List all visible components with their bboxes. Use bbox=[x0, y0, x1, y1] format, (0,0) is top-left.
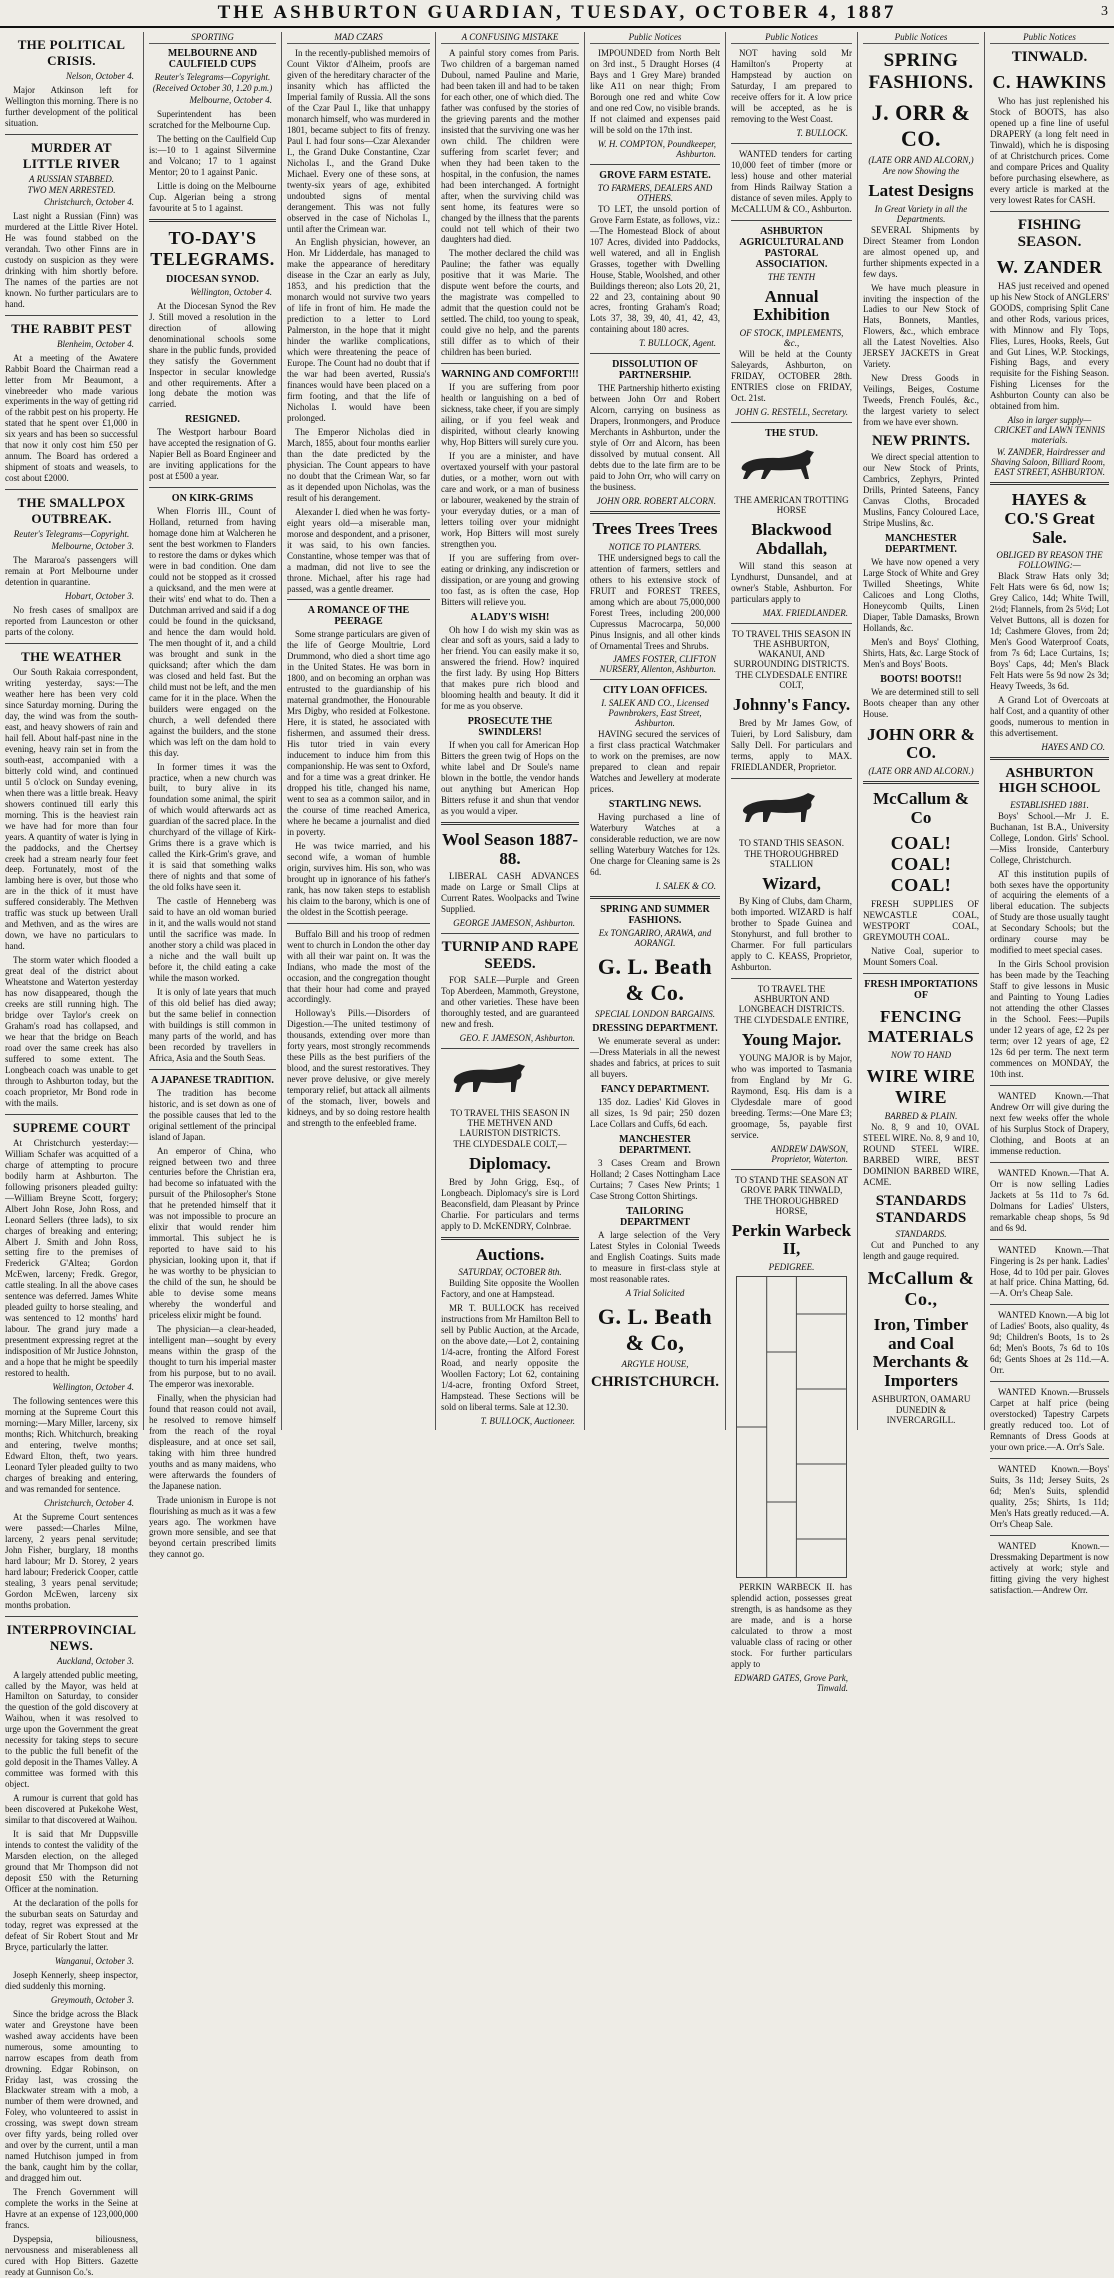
divider bbox=[590, 353, 720, 354]
headline-prosecute: PROSECUTE THE SWINDLERS! bbox=[467, 716, 553, 739]
ad-headline-diplomacy: Diplomacy. bbox=[469, 1154, 551, 1174]
column-3 bbox=[281, 32, 435, 1430]
article-text: Since the bridge across the Black water and Greystone have been washed away accidents have been numerous, some amounting to narrow escapes from death from drowning. Edgar Robinson, on Friday last, was crossing the Blackwater stream with a mob, a number of them were drowned, and Foley, who volunteered to assist in crossing, was swept down stream over fifty yards, being rolled over and over by the current, until a man named Hutchison jumped in from the bank, caught him by the collar, and dragged him out. bbox=[5, 2008, 138, 2184]
headline-todays-telegrams: TO-DAY'S TELEGRAMS. bbox=[150, 227, 275, 269]
headline-political-crisis: THE POLITICAL CRISIS. bbox=[17, 37, 126, 68]
article-text: Our South Rakaia correspondent, writing yesterday, says:—The weather here has been very cold since Saturday morning. During the day, the wind was from the south-east, and heavy showers of rain and hail fell. About half-past nine in the evening, heavy rain set in from the south-east, accompanied with a bitterly cold wind, and continued until 5 o'clock on Sunday evening, when there was a little break. Heavy showers continued till early this morning. This is the heaviest rain we have had for more than four years. A quantity of water is lying in the paddocks, and the Chertsey creek had a stream nearly four feet deep. Fortunately, most of the lambing here is over, but those who are in the thick of it must have suffered considerably. The Methven traffic was stuck up between Urall and Methven, and as the wires are down, we have no particulars to hand. bbox=[5, 667, 138, 952]
ad-text: HAVING secured the services of a first class practical Watchmaker to work on the premises, are now prepared to clean and repair Watches and Jewellery at moderate prices. bbox=[590, 729, 720, 795]
divider bbox=[287, 599, 430, 600]
dateline: Wellington, October 4. bbox=[52, 1382, 134, 1393]
headline-warning-comfort: WARNING AND COMFORT!!! bbox=[441, 369, 579, 381]
ad-section-manchester: MANCHESTER DEPARTMENT. bbox=[885, 532, 957, 555]
ad-text: WANTED Known.—Dressmaking Department is now actively at work; style and fitting giving the very highest satisfaction.—Andrew Orr. bbox=[990, 1540, 1109, 1595]
ad-text: Will be held at the County Saleyards, Ashburton, on FRIDAY, OCTOBER 28th. ENTRIES close on FRIDAY, Oct. 21st. bbox=[731, 348, 852, 403]
ad-subheadline: (LATE ORR AND ALCORN.) bbox=[868, 765, 974, 776]
divider bbox=[441, 933, 579, 934]
subheadline: Reuter's Telegrams—Copyright. bbox=[13, 529, 130, 540]
ad-headline-johnnys-fancy: Johnny's Fancy. bbox=[732, 695, 851, 715]
article-text: The Westport harbour Board have accepted the resignation of G. Napier Bell as Board Engineer and are inviting applications for the post at £500 a year. bbox=[149, 427, 276, 482]
article-text: In the recently-published memoirs of Count Viktor d'Alheim, proofs are given of the hereditary character of the insanity which has afflicted the Imperial family of Russia. All the sons of the Czar Paul I., like that unhappy monarch himself, who was murdered in 1801, became subject to fits of frenzy. Paul I. had four sons—Czar Alexander I., the Grand Duke Constantine, Czar Nicholas I., and the Grand Duke Michael. Every one of these sons, at twenty-six years of age, exhibited undoubted signs of mental derangement. This was not fully observed in the case of Nicholas I., until after the Crimean war. bbox=[287, 48, 430, 234]
ad-text: IMPOUNDED from North Belt on 3rd inst., 5 Draught Horses (4 Bays and 1 Grey Mare) branded like A11 on near thigh; From Borough one red and white Cow and one red Cow, no visible brands. If not claimed and expenses paid will be sold on the 17th inst. bbox=[590, 48, 720, 135]
ad-signature: GEO. F. JAMESON, Ashburton. bbox=[459, 1033, 575, 1044]
article-text: The mother declared the child was Pauline; the father was equally positive that it was Marie. The dispute went before the courts, and the magistrate was compelled to admit that the question could not be settled. The child, too young to speak, could give no help, and the parents still differ as to which of their children has been buried. bbox=[441, 248, 579, 358]
article-text: Last night a Russian (Finn) was murdered at the Little River Hotel. He was found stabbed on the verandah. Two other Finns are in custody on suspicion as they were drinking with him shortly before. The names of the parties are not known. No further particulars are to hand. bbox=[5, 210, 138, 309]
article-text: The Mararoa's passengers will remain at Port Melbourne under detention in quarantine. bbox=[5, 555, 138, 588]
ad-brand-orr: J. ORR & CO. bbox=[871, 100, 971, 151]
ad-signature: MAX. FRIEDLANDER. bbox=[762, 608, 848, 619]
article-text: Joseph Kennerly, sheep inspector, died suddenly this morning. bbox=[5, 1969, 138, 1991]
column-8 bbox=[984, 32, 1114, 1595]
ad-brand-beath: G. L. Beath & Co, bbox=[597, 1303, 713, 1355]
ad-subheadline: OF STOCK, IMPLEMENTS, &c., bbox=[739, 327, 844, 348]
ad-headline-young-major: Young Major. bbox=[741, 1030, 842, 1050]
article-text: Buffalo Bill and his troop of redmen went to church in London the other day with all their war paint on. It was the Indians, who made the most of the occasion, and the congregation thought that their hour had come and prayed accordingly. bbox=[287, 928, 430, 1005]
divider bbox=[990, 1381, 1109, 1382]
ad-text: WANTED Known.—Brussels Carpet at half price (being overstocked) Tapestry Carpets greatly reduced too. Lot of Remnants of Dress Goods at your own price.—A. Orr's Sale. bbox=[990, 1387, 1109, 1453]
divider bbox=[990, 757, 1109, 760]
article-text: If you are suffering from poor health or languishing on a bed of sickness, take cheer, if you are simply ailing, or if you feel weak and dispirited, without clearly knowing why, Hop Bitters will surely cure you. bbox=[441, 382, 579, 447]
article-text: The storm water which flooded a great deal of the district about Wheatstone and Waterton yesterday has now disappeared, though the creeks are still running high. The bridge over Taylor's creek on Graham's road has collapsed, and we hear that the bridge on Beach road over the same creek has also suffered to some extent. The Longbeach coach was unable to get through to Ashburton today, but the coach proprietor, Mr Bond rode in with the mails. bbox=[5, 955, 138, 1108]
headline-kirk-grims: ON KIRK-GRIMS bbox=[171, 493, 254, 505]
dateline: Wanganui, October 3. bbox=[54, 1955, 134, 1966]
ad-text: LIBERAL CASH ADVANCES made on Large or Small Clips at Current Rates. Woolpacks and Twine Supplied. bbox=[441, 871, 579, 915]
headline-weather: THE WEATHER bbox=[21, 649, 122, 665]
ad-subheadline: TO STAND THIS SEASON. bbox=[739, 837, 844, 848]
column-4 bbox=[435, 32, 584, 1430]
article-text: If when you call for American Hop Bitters the green twig of Hops on the white label and Dr Soule's name blown in the bottle, the vendor hands out anything but American Hop Bitters refuse it and shun that vendor as you would a viper. bbox=[441, 740, 579, 817]
ad-text: We have now opened a very Large Stock of White and Grey Twilled Sheetings, White Calicoes and Long Cloths, Honeycomb Quilts, Linen Diaper, Table Damasks, Brown Hollands, &c. bbox=[863, 556, 979, 633]
ad-text: NOT having sold Mr Hamilton's Property at Hampstead by auction on Saturday, I am prepared to receive offers for it. A low price will be accepted, as he is removing to the West Coast. bbox=[731, 48, 852, 124]
divider bbox=[590, 164, 720, 165]
ad-text: WANTED Known.—That Fingering is 2s per hank. Ladies' Hose, 4d to 10d per pair. Gloves at half price. China Matting, 6d.—A. Orr's Cheap Sale. bbox=[990, 1244, 1109, 1299]
section-header-stud: THE STUD. bbox=[765, 427, 818, 439]
dateline: Christchurch, October 4. bbox=[43, 1497, 134, 1508]
headline-supreme-court: SUPREME COURT bbox=[12, 1119, 131, 1135]
ad-subheadline: THE CLYDESDALE ENTIRE COLT, bbox=[735, 670, 848, 691]
divider bbox=[731, 978, 852, 979]
ad-headline-wire: WIRE WIRE WIRE bbox=[866, 1066, 976, 1108]
ad-headline-high-school: ASHBURTON HIGH SCHOOL bbox=[998, 765, 1101, 797]
article-text: When Florris III., Count of Holland, returned from having homage done him at Walcheren he sent the best workmen to Flanders to restore the dams or dykes which were in bad condition. One dam could not be stopped as it crossed a quicksand, and the men were at their wits' end what to do. Then a Dutchman arrived and said if a dog could be found in the quicksand, and hence the dam would hold. The men thought of it, and a child was brought and sunk in the quicksand; after which the dam was closed and held fast. But the child must not be left, and the men came for it in the place. When the builders were engaged on the church, a well defended there against the builders, and the stone which was left on the dam hold to this day. bbox=[149, 506, 276, 758]
article-text: The betting on the Caulfield Cup is:—10 to 1 against Silvermine and Volcano; 17 to 1 against Mentor; 20 to 1 against Panic. bbox=[149, 133, 276, 177]
ad-text: AT this institution pupils of both sexes have the opportunity of acquiring the elements of a liberal education. The subjects of Study are those usually taught at Secondary Schools; but the ordinary course may be modified to meet special cases. bbox=[990, 868, 1109, 956]
ad-headline-coal: COAL! COAL! COAL! bbox=[890, 833, 952, 896]
ad-signature: T. BULLOCK, Agent. bbox=[639, 338, 716, 349]
ad-headline-annual-exhibition: Annual Exhibition bbox=[753, 286, 830, 325]
headline-resigned: RESIGNED. bbox=[185, 414, 240, 426]
ad-subheadline: THE THOROUGHBRED STALLION bbox=[744, 848, 839, 869]
ad-subheadline: TO TRAVEL THE ASHBURTON AND LONGBEACH DISTRICTS. bbox=[738, 984, 845, 1015]
ad-headline-hayes-sale: HAYES & CO.'S Great Sale. bbox=[1004, 490, 1095, 547]
ad-text: Black Straw Hats only 3d; Felt Hats were 6s 6d, now 1s; Grey Calico, 14d; White Twill, 2½d; Flannels, from 2s 5½d; Lot Velvet Buttons, all is dozen for 1d; Cashmere Gloves, from 2d; Men's Good Waterproof Coats, from 7s 6d; Lace Curtains, 1s; Boys' Caps, 4d; Men's Black Felt Hats were 5s 9d now 2s 3d; Heavy Tweeds, 3s 6d. bbox=[990, 571, 1109, 692]
article-text: It is said that Mr Duppsville intends to contest the validity of the Marsden election, on the alleged ground that Mr Thompson did not deposit £50 with the Returning Officer at the nomination. bbox=[5, 1829, 138, 1894]
ad-text: Building Site opposite the Woollen Factory, and one at Hampstead. bbox=[441, 1278, 579, 1300]
divider bbox=[731, 778, 852, 779]
ad-subheadline: THE THOROUGHBRED HORSE, bbox=[744, 1195, 839, 1216]
article-text: Holloway's Pills.—Disorders of Digestion.—The united testimony of thousands, extending over more than forty years, most strongly recommends these Pills as the best purifiers of the blood, and the surest restoratives. They never prove delusive, or give merely temporary relief, but attack all ailments of the stomach, liver, bowels and kidneys, and by so doing restore health and strength to the enfeebled frame. bbox=[287, 1008, 430, 1129]
ad-location: ASHBURTON, OAMARU bbox=[871, 1393, 971, 1404]
ad-headline-perkin-warbeck: Perkin Warbeck II, bbox=[731, 1220, 852, 1259]
ad-subheadline: NOW TO HAND bbox=[890, 1050, 952, 1061]
ad-subheadline: OBLIGED BY REASON THE FOLLOWING:— bbox=[996, 550, 1103, 571]
divider bbox=[441, 1048, 579, 1049]
article-text: The following sentences were this morning at the Supreme Court this morning:—Mary Miller, larceny, six months; Rich. Whitchurch, breaking and entering, twelve months; Edward Elton, theft, two years. Leonard Tyler pleaded guilty to two charges of breaking and entering, and was remanded for sentence. bbox=[5, 1396, 138, 1494]
ad-brand-hawkins: C. HAWKINS bbox=[992, 72, 1107, 92]
divider bbox=[5, 1114, 138, 1115]
ad-text: Native Coal, superior to Mount Somers Coal. bbox=[863, 946, 979, 968]
subheadline: (Received October 30, 1.20 p.m.) bbox=[152, 83, 273, 93]
ad-text: By King of Clubs, dam Charm, both imported. WIZARD is half brother to Spade Guinea and Stonyhurst, and full brother to Charmer. For full particulars apply to C. KEASS, Proprietor, Ashburton. bbox=[731, 896, 852, 973]
ad-headline-tinwald: TINWALD. bbox=[1011, 49, 1088, 65]
ad-text: WANTED Known.—That A. Orr is now selling Ladies Jackets at 5s 11d to 7s 6d. Dolmans for Ladies' Ulsters, remarkable cheap shops, 5s 9d and 6s 9d. bbox=[990, 1167, 1109, 1233]
ad-signature: W. H. COMPTON, Poundkeeper, Ashburton. bbox=[597, 138, 716, 159]
column-6 bbox=[725, 32, 857, 1693]
headline-smallpox: THE SMALLPOX OUTBREAK. bbox=[17, 495, 126, 527]
ad-headline-latest-designs: Latest Designs bbox=[868, 181, 974, 200]
ad-text: Boys' School.—Mr J. E. Buchanan, 1st B.A., University College, London. Girls' School.—Miss Ironside, Canterbury College, Christchurch. bbox=[990, 810, 1109, 865]
article-text: No fresh cases of smallpox are reported from Launceston or other parts of the colony. bbox=[5, 605, 138, 638]
divider bbox=[990, 1239, 1109, 1240]
article-text: At the Diocesan Synod the Rev J. Still moved a resolution in the direction of allowing denominational schools some share in the public funds, provided they satisfy the Government Inspector in secular knowledge and other requirements. After a long debate the motion was carried. bbox=[149, 300, 276, 410]
article-text: An emperor of China, who reigned between two and three centuries before the Christian era, had become so infatuated with the pursuit of the Philosopher's Stone that he pretended himself that it was not impossible to procure an elixir that would render him immortal. This subject he is reported to have said to his physician, looking upon it, that if he was worthy to be physician to the child of the sun, he should be able to devise some means whereby the wonderful and priceless elixir might be found. bbox=[149, 1145, 276, 1321]
ad-text: THE undersigned begs to call the attention of farmers, settlers and others to his extensive stock of FRUIT and FOREST TREES, among which are about 75,000,000 Forest Trees, including 200,000 Cupressus Macrocarpa, 50,000 Pinus Insignis, and all other kinds of Ornamental Trees and Shrubs. bbox=[590, 552, 720, 651]
ad-signature: GEORGE JAMESON, Ashburton. bbox=[453, 918, 575, 929]
divider bbox=[5, 315, 138, 316]
divider bbox=[590, 679, 720, 680]
headline-rabbit-pest: THE RABBIT PEST bbox=[11, 320, 132, 336]
ad-subheadline: Ex TONGARIRO, ARAWA, and AORANGI. bbox=[598, 928, 712, 949]
ad-subheadline: I. SALEK AND CO., Licensed Pawnbrokers, East Street, Ashburton. bbox=[601, 698, 709, 729]
divider bbox=[441, 1237, 579, 1240]
ad-text: Having purchased a line of Waterbury Watches at a considerable reduction, we are now selling Waterbury Watches for 12s. One charge for Cleaning same is 2s 6d. bbox=[590, 812, 720, 878]
section-header-public-notices: Public Notices bbox=[590, 32, 720, 44]
ad-text: FOR SALE—Purple and Green Top Aberdeen, Mammoth, Greystone, and other varieties. These have been thoroughly tested, and are guaranteed new and fresh. bbox=[441, 975, 579, 1030]
section-header-public-notices: Public Notices bbox=[863, 32, 979, 44]
ad-text: New Dress Goods in Veilings, Beiges, Costume Tweeds, French Foulés, &c., the largest variety to select from we have ever shown. bbox=[863, 373, 979, 428]
headline-ladys-wish: A LADY'S WISH! bbox=[470, 611, 550, 623]
article-text: Finally, when the physician had found that reason could not avail, he resolved to remove himself from the reach of the royal displeasure, and at once set sail, taking with him three hundred youths and as many maidens, who were afterwards the founders of the Japanese nation. bbox=[149, 1392, 276, 1491]
dateline: Hobart, October 3. bbox=[65, 591, 134, 602]
article-text: The Emperor Nicholas died in March, 1855, about four months earlier than the date predicted by the physician. The Count appears to have no doubt that the Crimean War, so far as it depended upon Nicholas, was the result of his derangement. bbox=[287, 426, 430, 503]
ad-headline-wizard: Wizard, bbox=[762, 873, 821, 893]
article-text: At the Supreme Court sentences were passed:—Charles Milne, larceny, 2 years penal servitude; John Fisher, burglary, 18 months hard labour; Mr D. Storey, 2 years hard labour; Frederick Cooper, cattle stealing, 3 years penal servitude; Gordon McEwen, larceny six months probation. bbox=[5, 1511, 138, 1610]
ad-subheadline: PEDIGREE. bbox=[768, 1261, 815, 1272]
ad-text: 3 Cases Cream and Brown Holland; 2 Cases Nottingham Lace Curtains; 7 Cases New Prints; 1 Case Strong Cotton Shirtings. bbox=[590, 1157, 720, 1201]
article-text: Superintendent has been scratched for the Melbourne Cup. bbox=[149, 109, 276, 130]
ad-section-tailoring: TAILORING DEPARTMENT bbox=[619, 1205, 691, 1228]
ad-subheadline: THE CLYDESDALE ENTIRE, bbox=[734, 1015, 849, 1026]
ad-headline-merchants: Iron, Timber and Coal Merchants & Importers bbox=[872, 1314, 970, 1390]
ad-text: YOUNG MAJOR is by Major, who was imported to Tasmania from England by Mr G. Raymond, Esq. His dam is a Clydesdale mare of good breeding. Terms:—One Mare £3; groomage, 5s, payable first service. bbox=[731, 1052, 852, 1140]
divider bbox=[5, 134, 138, 135]
ad-headline-fishing-season: FISHING SEASON. bbox=[1017, 216, 1082, 250]
headline-cups: MELBOURNE AND CAULFIELD CUPS bbox=[167, 48, 258, 70]
section-header-confusing-mistake: A CONFUSING MISTAKE bbox=[441, 32, 579, 44]
ad-text: WANTED Known.—That Andrew Orr will give during the next few weeks offer the whole of his Surplus Stock of Drapery, Clothing, and Boots at an immense reduction. bbox=[990, 1090, 1109, 1156]
ad-subheadline: TO FARMERS, DEALERS AND OTHERS. bbox=[597, 182, 713, 203]
divider bbox=[863, 973, 979, 974]
article-text: An English physician, however, an Hon. Mr Lidderdale, has managed to make the appearance of hereditary disease in the Czar an early as July, 1853, and his prediction that the monarch would not survive two years of life in front of him. He made the prediction to a letter to Lord Palmerston, in the hope that it might hinder the warlike complications, which were threatening the peace of Europe. The Count had no doubt that if the war had been averted, Russia's finances would have been placed on a firm footing, and that the life of Nicholas I. would have been prolonged. bbox=[287, 237, 430, 423]
dateline: Auckland, October 3. bbox=[57, 1655, 134, 1666]
newspaper-title: THE ASHBURTON GUARDIAN, TUESDAY, OCTOBER 4, 1887 bbox=[217, 2, 897, 23]
article-text: Alexander I. died when he was forty-eight years old—a miserable man, morose and despondent, and a prisoner, it was said, to his own fancies. Constantine, whose temper was that of a madman, did not live to see the throne. Michael, after his rage had passed, was a gentle dreamer. bbox=[287, 506, 430, 594]
ad-brand-zander: W. ZANDER bbox=[996, 256, 1103, 277]
horse-illustration-icon bbox=[731, 788, 831, 828]
ad-text: Men's and Boys' Clothing, Shirts, Hats, &c. Large Stock of Men's and Boys' Boots. bbox=[863, 636, 979, 669]
ad-text: WANTED tenders for carting 10,000 feet of timber (more or less) house and other material from Hinds Railway Station a distance of seven miles. Apply to McCALLUM & CO., Ashburton. bbox=[731, 148, 852, 214]
ad-text: Will stand this season at Lyndhurst, Dunsandel, and at owner's Stable, Ashburton. For particulars apply to bbox=[731, 561, 852, 605]
ad-signature: ANDREW DAWSON, Proprietor, Waterton. bbox=[770, 1143, 848, 1164]
ad-headline-city-loan: CITY LOAN OFFICES. bbox=[602, 685, 708, 697]
headline-murder: MURDER AT LITTLE RIVER bbox=[22, 139, 121, 171]
article-text: Trade unionism in Europe is not flourishing as much as it was a few years ago. The workmen have grown more sensible, and see that beyond certain prescribed limits they cannot go. bbox=[149, 1494, 276, 1560]
ad-text: Bred by John Grigg, Esq., of Longbeach. Diplomacy's sire is Lord Beaconsfield, dam Pleasant by Prince Charlie. For particulars and terms apply to D. McKENDRY, Colnbrae. bbox=[441, 1176, 579, 1231]
ad-text: TO LET, the unsold portion of Grove Farm Estate, as follows, viz.:—The Homestead Block of about 107 Acres, divided into Paddocks, well watered, and all in English Grasses, together with Dwelling House, Stable, Woolshed, and other Buildings thereon; also Lots 20, 21, 22 and 23, containing about 90 acres, fronting Graham's Road; Lots 37, 38, 39, 40, 41, 42, 43, containing about 180 acres. bbox=[590, 203, 720, 335]
ad-headline-dissolution: DISSOLUTION OF PARTNERSHIP. bbox=[612, 359, 698, 382]
divider bbox=[731, 143, 852, 144]
divider bbox=[149, 487, 276, 488]
divider bbox=[5, 489, 138, 490]
divider bbox=[149, 1069, 276, 1070]
headline-japanese-tradition: A JAPANESE TRADITION. bbox=[151, 1074, 274, 1086]
ad-subheadline: THE AMERICAN TROTTING HORSE bbox=[734, 494, 849, 515]
ad-headline-wool-season: Wool Season 1887-88. bbox=[441, 830, 579, 868]
article-text: The tradition has become historic, and is set down as one of the possible causes that led to the original settlement of the principal island of Japan. bbox=[149, 1087, 276, 1142]
article-text: The physician—a clear-headed, intelligent man—sought by every means within the grasp of the thought to turn his imperial master from his purpose, but to no avail. The emperor was inexorable. bbox=[149, 1324, 276, 1389]
ad-section-boots: BOOTS! BOOTS!! bbox=[880, 673, 962, 685]
article-text: At a meeting of the Awatere Rabbit Board the Chairman read a letter from Mr Beaumont, a vinebreeder who made various experiments in the way of getting rid of the rabbit pest on his property. He stated that he spent over £1,000 in six years and has been so successful that now it only cost him £50 per annum. The Board has ordered a shipment of stoats and weasels, to cost about £2000. bbox=[5, 352, 138, 484]
ad-text: We are determined still to sell Boots cheaper than any other House. bbox=[863, 686, 979, 719]
divider bbox=[990, 211, 1109, 212]
ad-location: DUNEDIN & INVERCARGILL. bbox=[886, 1404, 956, 1425]
ad-signature: W. ZANDER, Hairdresser and Shaving Saloon, Billiard Room, EAST STREET, ASHBURTON. bbox=[991, 447, 1105, 478]
pedigree-lines-icon bbox=[737, 1277, 846, 1577]
ad-section-manchester: MANCHESTER DEPARTMENT. bbox=[619, 1133, 691, 1156]
section-header-sporting: SPORTING bbox=[149, 32, 276, 44]
section-header-mad-czars: MAD CZARS bbox=[287, 32, 430, 44]
divider bbox=[590, 511, 720, 514]
ad-subheadline: TO STAND THE SEASON AT GROVE PARK TINWALD, bbox=[735, 1174, 848, 1195]
ad-section-fancy: FANCY DEPARTMENT. bbox=[600, 1083, 710, 1095]
ad-text: A large selection of the Very Latest Styles in Colonial Tweeds and English Coatings. Suits made to measure in first-class style at most reasonable rates. bbox=[590, 1229, 720, 1284]
ad-subheadline: ESTABLISHED 1881. bbox=[1010, 799, 1089, 810]
ad-text: Bred by Mr James Gow, of Tuieri, by Lord Salisbury, dam Sally Dell. For particulars and terms, apply to MAX. FRIEDLANDER, Proprietor. bbox=[731, 717, 852, 772]
article-text: A largely attended public meeting, called by the Mayor, was held at Hamilton on Saturday, to consider the question of the gold discovery at Waihou, when it was resolved to urge upon the Government the great necessity for taking steps to secure to the public the full benefit of the gold deposit in the Thames Valley. A committee was formed with this object. bbox=[5, 1669, 138, 1790]
ad-section-dressing: DRESSING DEPARTMENT. bbox=[592, 1023, 718, 1035]
divider bbox=[731, 1169, 852, 1170]
ad-signature: JOHN G. RESTELL, Secretary. bbox=[735, 406, 848, 417]
ad-headline-spring-summer: SPRING AND SUMMER FASHIONS. bbox=[600, 904, 710, 927]
dateline: Nelson, October 4. bbox=[66, 71, 134, 81]
article-text: Dyspepsia, biliousness, nervousness and miserableness all cured with Hop Bitters. Gazette ready at Gunnison Co.'s. bbox=[5, 2234, 138, 2277]
ad-signature: HAYES AND CO. bbox=[1041, 741, 1105, 752]
section-header-public-notices: Public Notices bbox=[731, 32, 852, 44]
ad-subheadline: SATURDAY, OCTOBER 8th. bbox=[458, 1267, 562, 1278]
article-text: If you are suffering from over-eating or drinking, any indiscretion or dissipation, or are young and growing too fast, as is often the case, Hop Bitters will relieve you. bbox=[441, 552, 579, 607]
ad-text: In the Girls School provision has been made by the Teaching Staff to give lessons in Music and Painting to Young Ladies not attending the other Classes in the School. Fees:—Pupils under 12 years of age, £2 2s per term; over 12 years of age, £2 12s 6d per term. The next term commences on MONDAY, the 10th inst. bbox=[990, 959, 1109, 1079]
ad-subheadline: A Trial Solicited bbox=[625, 1287, 685, 1298]
ad-text: Who has just replenished his Stock of BOOTS, has also opened up a fine line of useful DRAPERY (a long felt need in Tinwald), which he is disposing of at Christchurch prices. Come and compare Prices and Quality before purchasing elsewhere, as every article is marked at the very lowest Rates for CASH. bbox=[990, 96, 1109, 205]
divider bbox=[990, 1535, 1109, 1536]
subheadline: A RUSSIAN STABBED. bbox=[29, 173, 114, 184]
ad-subheadline: THE TENTH bbox=[767, 271, 816, 282]
horse-illustration-icon bbox=[441, 1058, 541, 1098]
ad-headline-trees: Trees Trees Trees bbox=[592, 519, 718, 539]
headline-romance-peerage: A ROMANCE OF THE PEERAGE bbox=[307, 605, 410, 628]
ad-subheadline: TO TRAVEL THIS SEASON IN THE ASHBURTON, WAKANUI, AND SURROUNDING DISTRICTS. bbox=[731, 629, 851, 670]
ad-headline-grove-farm: GROVE FARM ESTATE. bbox=[599, 169, 711, 181]
ad-subheadline: THE CLYDESDALE COLT,— bbox=[453, 1139, 567, 1150]
divider bbox=[731, 220, 852, 221]
ad-headline-turnip-seeds: TURNIP AND RAPE SEEDS. bbox=[441, 939, 579, 973]
ad-headline-standards: STANDARDS STANDARDS bbox=[875, 1192, 967, 1226]
divider bbox=[990, 1085, 1109, 1086]
ad-brand-beath: G. L. Beath & Co. bbox=[597, 954, 713, 1006]
article-text: At Christchurch yesterday:—William Schafer was acquitted of a charge of attempting to procure bodily harm at Ashburton. The following prisoners pleaded guilty:—William Breyne Scott, forgery; Albert John Rose, John Ross, and Leonard Sellers (three lads), to six charges of breaking and entering; Albert J. Smith and John Ross, setting fire to the premises of Frederick G'Altea; Gordon McEwen, larceny; Fredk. Gregor, cattle stealing. In all the above cases sentence was deferred. James White pleaded guilty to horse stealing, and was sentenced to 12 months' hard labour. The grand jury made a presentment expressing regret at the indisposition of Mr Justice Johnston, and a hope that he might be speedily restored to health. bbox=[5, 1137, 138, 1379]
ad-text: WANTED Known.—Boys' Suits, 3s 11d; Jersey Suits, 2s 6d; Men's Suits, splendid quality, 25s; Shirts, 1s 11d; Men's Hats greatly reduced.—A. Orr's Cheap Sale. bbox=[990, 1464, 1109, 1529]
divider bbox=[5, 1616, 138, 1617]
ad-location: CHRISTCHURCH. bbox=[591, 1373, 719, 1390]
ad-subheadline: Also in larger supply—CRICKET and LAWN TENNIS materials. bbox=[994, 415, 1105, 446]
ad-subheadline: (LATE ORR AND ALCORN,) bbox=[868, 155, 974, 165]
ad-headline-spring-fashions: SPRING FASHIONS. bbox=[868, 50, 974, 93]
section-header-public-notices: Public Notices bbox=[990, 32, 1109, 44]
subheadline: TWO MEN ARRESTED. bbox=[27, 184, 116, 195]
column-1 bbox=[0, 32, 143, 2277]
article-text: A rumour is current that gold has been discovered at Pukekohe West, similar to that discovered at Waihou. bbox=[5, 1793, 138, 1826]
ad-text: MR T. BULLOCK has received instructions from Mr Hamilton Bell to sell by Public Auction, at the Arcade, on the above date,—Lot 2, containing 1/4-acre, fronting the Alford Forest Road, and nearly opposite the Woollen Factory; Lot 62, containing 1/4-acre, fronting Oxford Street, Hampstead. These Sections will be sold on liberal terms. Sale at 12.30. bbox=[441, 1303, 579, 1412]
ad-headline-new-prints: NEW PRINTS. bbox=[871, 433, 971, 450]
divider bbox=[590, 896, 720, 899]
subheadline: Reuter's Telegrams—Copyright. bbox=[154, 72, 271, 82]
ad-text: SEVERAL Shipments by Direct Steamer from London are almost opened up, and further shipments expected in a few days. bbox=[863, 224, 979, 279]
ad-text: HAS just received and opened up his New Stock of ANGLERS' GOODS, comprising Split Cane and other Rods, various prices, with Minnow and Fly Tops, Flies, Lures, Hooks, Reels, Gut and Gut Lines, W.P. Stockings, Fishing Bags, and every requisite for the Fishing Season. Fishing Licenses for the Ashburton County can also be obtained from him. bbox=[990, 280, 1109, 412]
divider bbox=[149, 219, 276, 222]
ad-subheadline: Are now Showing the bbox=[882, 166, 960, 176]
article-text: It is only of late years that much of this old belief has died away; but the same belief in connection with buildings is still common in many parts of the world, and has been recorded by travellers in Africa, Asia and the South Seas. bbox=[149, 986, 276, 1063]
page-number: 3 bbox=[1101, 4, 1108, 19]
divider bbox=[441, 822, 579, 825]
ad-signature: T. BULLOCK, Auctioneer. bbox=[480, 1415, 575, 1426]
ad-signature: T. BULLOCK. bbox=[796, 127, 848, 138]
column-7 bbox=[857, 32, 984, 1430]
ad-subheadline: In Great Variety in all the Departments. bbox=[874, 203, 968, 224]
ad-text: 135 doz. Ladies' Kid Gloves in all sizes, 1s 9d pair; 250 dozen Lace Collars and Cuffs, 6d each. bbox=[590, 1096, 720, 1129]
divider bbox=[731, 623, 852, 624]
article-text: At the declaration of the polls for the suburban seats on Saturday and today, regret was expressed at the defeat of Sir Robert Stout and Mr Bryce, particularly the latter. bbox=[5, 1897, 138, 1952]
article-text: Some strange particulars are given of the life of George Moultrie, Lord Drummond, who died a short time ago in the United States. He was born in 1800, and on becoming an orphan was entrusted to the guardianship of his maternal grandmother, the Honourable Mrs Digby, who resided at Folkestone. Here, it is stated, he associated with fishermen, and assumed their dress. His tutor tried in vain every inducement to induce him from this companionship. He was sent to Oxford, and for a time was a great drinker. He dropped his title, changed his name, went to sea as a common sailor, and in the course of time reached America, where he became a journalist and died in poverty. bbox=[287, 629, 430, 837]
headline-synod: DIOCESAN SYNOD. bbox=[166, 273, 259, 285]
article-text: In former times it was the practice, when a new church was built, to bury alive in its foundation some animal, the spirit of which would afterwards act as guardian of the sacred place. In the churchyard of the village of Kirk-Grims there is a grave which is called the Kirk-Grim's grave, and it is said that something walks there of nights and that some of the old folks have seen it. bbox=[149, 761, 276, 893]
article-text: Oh how I do wish my skin was as clear and soft as yours, said a lady to her friend. You can easily make it so, answered the friend. How? inquired the first lady. By using Hop Bitters that makes pure rich blood and blooming health and beauty. It did it for me as you observe. bbox=[441, 624, 579, 712]
column-2 bbox=[143, 32, 281, 1560]
ad-subheadline: STANDARDS. bbox=[895, 1228, 947, 1239]
column-5 bbox=[584, 32, 725, 1430]
ad-brand-mccallum: McCallum & Co bbox=[873, 788, 969, 827]
ad-text: Cut and Punched to any length and gauge required. bbox=[863, 1239, 979, 1261]
dateline: Greymouth, October 3. bbox=[50, 1994, 134, 2005]
divider bbox=[990, 1304, 1109, 1305]
article-text: If you are a minister, and have overtaxed yourself with your pastoral duties, or a mother, worn out with care and work, or a man of business or labourer, weakened by the strain of your everyday duties, or a man of letters toiling over your midnight work, Hop Bitters will most surely strengthen you. bbox=[441, 450, 579, 549]
ad-brand-orr: JOHN ORR & CO. bbox=[867, 724, 975, 763]
divider bbox=[5, 643, 138, 644]
ad-text: PERKIN WARBECK II. has splendid action, possesses great strength, is as handsome as they are made, and is a horse calculated to throw a most valuable class of racing or other stock. For further particulars apply to bbox=[731, 1581, 852, 1669]
dateline: Christchurch, October 4. bbox=[43, 196, 134, 207]
headline-interprovincial: INTERPROVINCIAL NEWS. bbox=[6, 1621, 137, 1653]
article-text: Major Atkinson left for Wellington this morning. There is no further development of the political situation. bbox=[5, 85, 138, 128]
ad-text: We direct special attention to our New Stock of Prints, Cambrics, Zephyrs, Printed Drills, Printed Sateens, Fancy Canvas Cloths, Brocaded Muslins, Fancy Coloured Lace, Stripe Muslins, &c. bbox=[863, 452, 979, 528]
ad-brand-mccallum: McCallum & Co., bbox=[867, 1267, 975, 1309]
pedigree-chart bbox=[736, 1276, 847, 1578]
ad-subheadline: SPECIAL LONDON BARGAINS. bbox=[594, 1009, 716, 1020]
ad-subheadline: BARBED & PLAIN. bbox=[884, 1111, 958, 1122]
ad-signature: JAMES FOSTER, CLIFTON NURSERY, Allenton, Ashburton. bbox=[599, 654, 716, 675]
dateline: Melbourne, October 4. bbox=[189, 95, 272, 105]
ad-text: We have much pleasure in inviting the inspection of the Ladies to our New Stock of Hats, Bonnets, Mantles, Flowers, &c., which embrace all the Latest Novelties. Also JERSEY JACKETS in Great Variety. bbox=[863, 282, 979, 370]
divider bbox=[731, 422, 852, 423]
ad-text: No. 8, 9 and 10, OVAL STEEL WIRE. No. 8, 9 and 10, ROUND STEEL WIRE. BARBED WIRE, BEST DOMINION BARBED WIRE, ACME. bbox=[863, 1122, 979, 1187]
ad-headline-agricultural: ASHBURTON AGRICULTURAL AND PASTORAL ASSOCIATION. bbox=[739, 225, 844, 270]
ad-signature: JOHN ORR. ROBERT ALCORN. bbox=[596, 496, 716, 507]
ad-headline-startling-news: STARTLING NEWS. bbox=[608, 799, 702, 811]
ad-subheadline: ARGYLE HOUSE, bbox=[621, 1358, 689, 1369]
dateline: Wellington, October 4. bbox=[190, 286, 272, 297]
article-text: The French Government will complete the works in the Seine at Havre at an expense of 123,000,000 francs. bbox=[5, 2187, 138, 2231]
dateline: Blenheim, October 4. bbox=[57, 338, 134, 349]
article-text: The castle of Henneberg was said to have an old woman buried in it, and the walls would not stand until the sacrifice was made. In another story a child was placed in a niche and the wall built up before it, the child eating a cake while the mason worked. bbox=[149, 896, 276, 983]
ad-text: A Grand Lot of Overcoats at half Cost, and a quantity of other goods, numerous to mention in this advertisement. bbox=[990, 695, 1109, 738]
divider bbox=[990, 1458, 1109, 1459]
ad-text: THE Partnership hitherto existing between John Orr and Robert Alcorn, carrying on business as Drapers, Ironmongers, and Produce Merchants in Ashburton, under the style of Orr and Alcorn, has been dissolved by mutual consent. All debts due to the late firm are to be paid to John Orr, who will carry on the business. bbox=[590, 383, 720, 493]
ad-signature: EDWARD GATES, Grove Park, Tinwald. bbox=[734, 1672, 848, 1693]
divider bbox=[990, 482, 1109, 485]
ad-signature: I. SALEK & CO. bbox=[655, 881, 716, 892]
divider bbox=[990, 1162, 1109, 1163]
article-text: A painful story comes from Paris. Two children of a bargeman named Duboul, named Pauline and Marie, had been taken ill and had to be taken for each other, one of which died. The father was confused by the stories of the grieving parents and the mother insisted that the surviving one was her own child. The children were suffering from scarlet fever; and when they had been taken to the hospital, in the confusion, the names had been interchanged. A fortnight after, when the surviving child was sent home, its features were so changed by the illness that the parents could not tell which of their two daughters had died. bbox=[441, 48, 579, 245]
ad-subheadline: NOTICE TO PLANTERS. bbox=[608, 541, 702, 552]
ad-text: FRESH SUPPLIES OF NEWCASTLE COAL, WESTPORT COAL, GREYMOUTH COAL. bbox=[863, 899, 979, 943]
ad-subheadline: FRESH IMPORTATIONS OF bbox=[864, 979, 978, 1002]
ad-headline-fencing: FENCING MATERIALS bbox=[867, 1007, 975, 1047]
ad-headline-blackwood: Blackwood Abdallah, bbox=[751, 519, 832, 558]
section-header-auctions: Auctions. bbox=[475, 1244, 545, 1264]
article-text: He was twice married, and his second wife, a woman of humble origin, survives him. His son, who was brought up in ignorance of his father's rank, has now taken steps to establish his claim to the barony, which is one of the oldest in the Scottish peerage. bbox=[287, 840, 430, 917]
divider bbox=[287, 923, 430, 924]
masthead bbox=[0, 0, 1114, 28]
ad-subheadline: TO TRAVEL THIS SEASON IN THE METHVEN AND LAURISTON DISTRICTS. bbox=[450, 1108, 570, 1139]
ad-text: We enumerate several as under:—Dress Materials in all the newest shades and fabrics, at prices to suit all buyers. bbox=[590, 1036, 720, 1079]
divider bbox=[441, 363, 579, 364]
article-text: Little is doing on the Melbourne Cup. Algerian being a strong favourite at 5 to 1 against. bbox=[149, 180, 276, 213]
divider bbox=[863, 781, 979, 784]
dateline: Melbourne, October 3. bbox=[51, 541, 134, 552]
ad-text: WANTED Known.—A big lot of Ladies' Boots, also quality, 4s 9d; Children's Boots, 1s to 2s 6d; Men's Boots, 7s 6d to 10s 6d; Gents Shoes at 2s 11d.—A. Orr. bbox=[990, 1310, 1109, 1376]
horse-illustration-icon bbox=[731, 445, 831, 485]
